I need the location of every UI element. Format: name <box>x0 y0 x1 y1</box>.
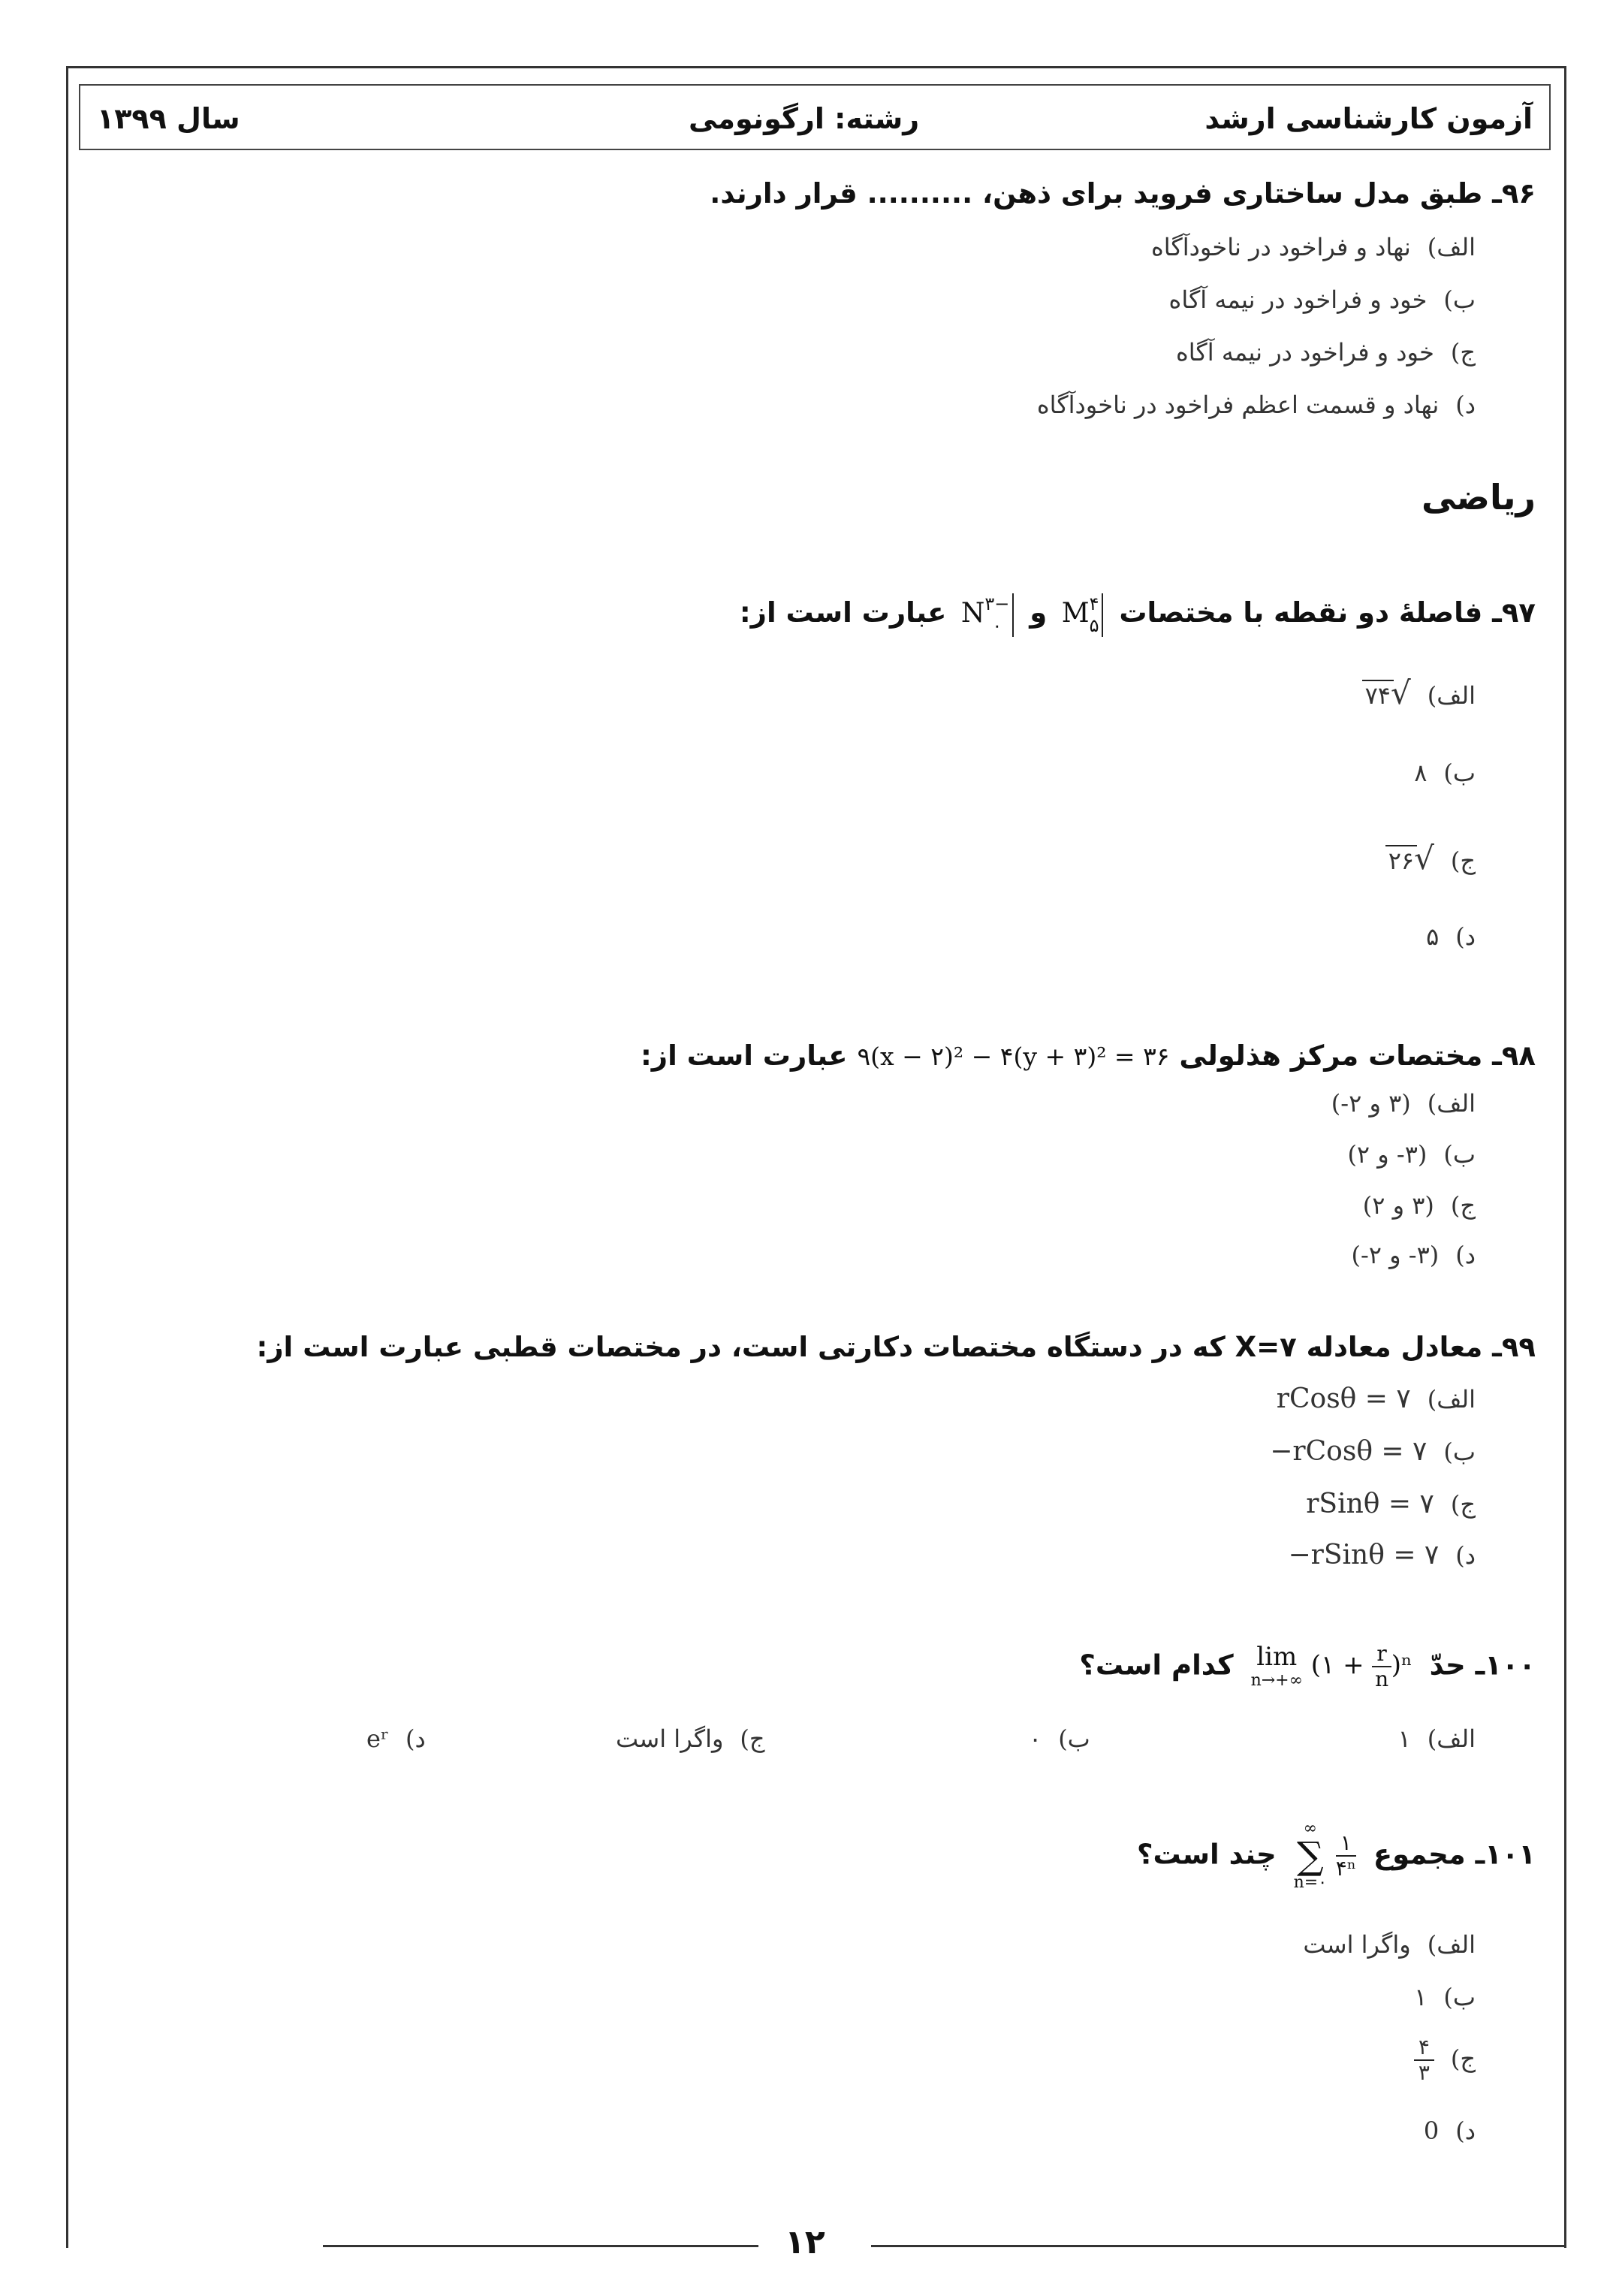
footer-line-left <box>323 2245 758 2247</box>
option-101-a[interactable]: الف)واگرا است <box>1303 1930 1476 1959</box>
hyperbola-equation: ۹(x − ۲)² − ۴(y + ۳)² = ۳۶ <box>857 1042 1170 1071</box>
page-number: ۱۲ <box>785 2223 825 2261</box>
option-100-b[interactable]: ب)۰ <box>1029 1724 1090 1753</box>
question-97: ۹۷ـ فاصلهٔ دو نقطه با مختصات ۴ ۵ M و −۳ ۰ N عبارت است از: <box>739 593 1536 636</box>
option-98-a[interactable]: الف)(۳ و ۲-) <box>1331 1089 1476 1118</box>
option-101-c[interactable]: ج) $\frac{۴}{۳}$ <box>1414 2035 1476 2085</box>
limit-expression: lim n→+∞ (۱ + $\frac{r}{n}$ )ⁿ <box>1250 1641 1412 1692</box>
option-97-d[interactable]: د)۵ <box>1426 922 1476 951</box>
option-101-d[interactable]: د)0 <box>1423 2116 1476 2145</box>
option-99-a[interactable]: الف)rCosθ = ۷ <box>1276 1383 1476 1414</box>
option-96-c[interactable]: ج)خود و فراخود در نیمه آگاه <box>1176 338 1476 367</box>
sum-expression: ∞ ∑ n=۰ $\frac{۱}{\text{۴ⁿ}}$ <box>1293 1819 1356 1892</box>
page-header <box>79 84 1551 150</box>
footer-line-right <box>871 2245 1566 2247</box>
option-99-d[interactable]: د)−rSinθ = ۷ <box>1288 1540 1476 1570</box>
option-96-b[interactable]: ب)خود و فراخود در نیمه آگاه <box>1168 285 1476 314</box>
exam-title: آزمون کارشناسی ارشد <box>1204 102 1533 135</box>
option-99-b[interactable]: ب)−rCosθ = ۷ <box>1270 1436 1476 1467</box>
point-n: −۳ ۰ N <box>952 598 1014 629</box>
option-100-a[interactable]: الف)۱ <box>1397 1724 1476 1753</box>
option-98-b[interactable]: ب)(۳- و ۲) <box>1347 1140 1476 1169</box>
option-98-d[interactable]: د)(۳- و ۲-) <box>1351 1241 1476 1269</box>
question-96 <box>710 177 1536 210</box>
option-99-c[interactable]: ج)rSinθ = ۷ <box>1306 1489 1476 1519</box>
question-100: ۱۰۰ـ حدّ lim n→+∞ (۱ + $\frac{r}{n}$ )ⁿ کدام است؟ <box>1079 1641 1536 1692</box>
field-name: رشته: ارگونومی <box>689 102 920 135</box>
question-number: ۹۶ـ <box>1492 177 1536 210</box>
option-98-c[interactable]: ج)(۳ و ۲) <box>1362 1191 1476 1220</box>
option-100-d[interactable]: د)eʳ <box>366 1724 426 1753</box>
option-101-b[interactable]: ب)۱ <box>1414 1983 1476 2011</box>
option-97-c[interactable]: ج)√۲۶ <box>1385 840 1476 876</box>
exam-year: سال ۱۳۹۹ <box>97 102 240 135</box>
option-100-c[interactable]: ج)واگرا است <box>616 1724 765 1753</box>
question-98: ۹۸ـ مختصات مرکز هذلولی ۹(x − ۲)² − ۴(y + ۳)² = ۳۶ عبارت است از: <box>641 1039 1536 1072</box>
question-99: ۹۹ـ معادل معادله X=۷ که در دستگاه مختصات دکارتی است، در مختصات قطبی عبارت است از: <box>256 1331 1536 1363</box>
option-97-b[interactable]: ب)۸ <box>1414 759 1476 787</box>
section-title: ریاضی <box>1421 477 1536 517</box>
option-96-a[interactable]: الف)نهاد و فراخود در ناخودآگاه <box>1150 233 1476 261</box>
question-101: ۱۰۱ـ مجموع ∞ ∑ n=۰ $\frac{۱}{\text{۴ⁿ}}$ چند است؟ <box>1136 1819 1536 1892</box>
option-96-d[interactable]: د)نهاد و قسمت اعظم فراخود در ناخودآگاه <box>1036 391 1476 419</box>
point-m: ۴ ۵ M <box>1053 598 1103 629</box>
option-97-a[interactable]: الف)√۷۴ <box>1362 674 1476 711</box>
question-text: طبق مدل ساختاری فروید برای ذهن، .......... قرار دارند. <box>710 177 1483 210</box>
